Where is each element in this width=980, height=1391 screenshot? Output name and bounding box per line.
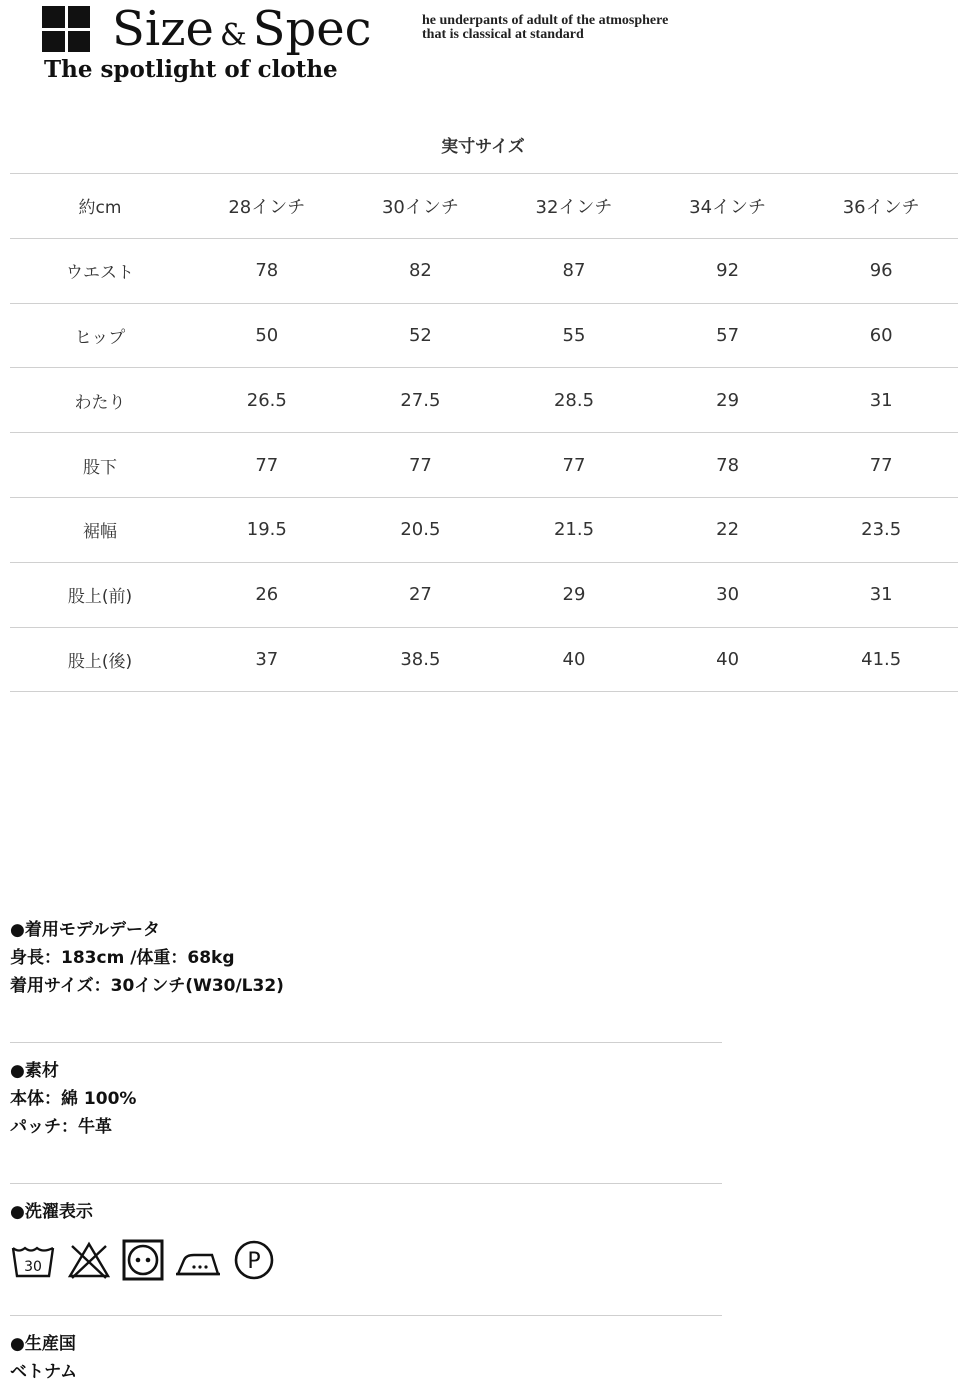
size-table-header-row: [10, 174, 958, 239]
row-label-thigh: わたり: [10, 368, 190, 433]
size-column-34: 34インチ: [651, 174, 805, 239]
table-cell: 82: [344, 238, 498, 303]
care-section: [10, 1198, 722, 1226]
table-row: [10, 303, 958, 368]
row-label-back-rise: 股上(後): [10, 627, 190, 692]
table-cell: 52: [344, 303, 498, 368]
table-cell: 19.5: [190, 497, 344, 562]
brand-subtext-line2: that is classical at standard: [422, 27, 584, 42]
material-patch: パッチ：牛革: [10, 1117, 112, 1137]
table-cell: 77: [497, 433, 651, 498]
table-cell: 87: [497, 238, 651, 303]
table-cell: 41.5: [804, 627, 958, 692]
table-cell: 21.5: [497, 497, 651, 562]
table-row: [10, 627, 958, 692]
table-row: [10, 562, 958, 627]
model-data-heading: ●着用モデルデータ: [10, 920, 160, 940]
table-row: [10, 497, 958, 562]
table-row: [10, 368, 958, 433]
table-cell: 40: [497, 627, 651, 692]
row-label-hip: ヒップ: [10, 303, 190, 368]
table-cell: 92: [651, 238, 805, 303]
size-column-32: 32インチ: [497, 174, 651, 239]
table-cell: 78: [651, 433, 805, 498]
row-label-front-rise: 股上(前): [10, 562, 190, 627]
table-cell: 29: [651, 368, 805, 433]
material-body: 本体：綿 100%: [10, 1089, 137, 1109]
table-cell: 31: [804, 368, 958, 433]
material-heading: ●素材: [10, 1061, 59, 1081]
table-cell: 57: [651, 303, 805, 368]
brand-subtext: [422, 14, 668, 42]
model-wearing-size: 着用サイズ：30インチ(W30/L32): [10, 976, 284, 996]
table-cell: 78: [190, 238, 344, 303]
origin-section: [10, 1330, 722, 1386]
section-divider: [10, 1183, 722, 1184]
table-cell: 20.5: [344, 497, 498, 562]
size-table: [10, 173, 958, 692]
section-divider: [10, 1042, 722, 1043]
model-data-section: [10, 916, 722, 1000]
table-row: [10, 238, 958, 303]
brand-subtext-line1: he underpants of adult of the atmosphere: [422, 13, 669, 28]
table-cell: 26: [190, 562, 344, 627]
table-cell: 40: [651, 627, 805, 692]
material-section: [10, 1057, 722, 1141]
table-cell: 77: [344, 433, 498, 498]
table-cell: 26.5: [190, 368, 344, 433]
brand-title-size: Size: [112, 1, 214, 57]
row-label-waist: ウエスト: [10, 238, 190, 303]
table-row: [10, 433, 958, 498]
origin-heading: ●生産国: [10, 1334, 76, 1354]
table-cell: 77: [804, 433, 958, 498]
brand-tagline: The spotlight of clothe: [44, 56, 338, 83]
row-label-hem-width: 裾幅: [10, 497, 190, 562]
wash-30-icon: [10, 1240, 56, 1280]
table-cell: 22: [651, 497, 805, 562]
dry-clean-p-icon: [232, 1239, 276, 1281]
model-height-weight: 身長：183cm /体重：68kg: [10, 948, 235, 968]
table-cell: 28.5: [497, 368, 651, 433]
size-column-36: 36インチ: [804, 174, 958, 239]
iron-low-icon: [174, 1240, 222, 1280]
size-table-corner-label: 約cm: [10, 174, 190, 239]
table-cell: 50: [190, 303, 344, 368]
table-cell: 77: [190, 433, 344, 498]
no-bleach-icon: [66, 1240, 112, 1280]
section-divider: [10, 1315, 722, 1316]
table-cell: 31: [804, 562, 958, 627]
origin-value: ベトナム: [10, 1362, 78, 1382]
size-column-28: 28インチ: [190, 174, 344, 239]
wash-temp-label: 30: [24, 1259, 42, 1275]
brand-title-spec: Spec: [252, 1, 372, 57]
table-cell: 96: [804, 238, 958, 303]
tumble-dry-icon: [122, 1239, 164, 1281]
table-cell: 29: [497, 562, 651, 627]
care-icons: [10, 1237, 276, 1283]
table-cell: 38.5: [344, 627, 498, 692]
row-label-inseam: 股下: [10, 433, 190, 498]
dry-clean-letter: P: [247, 1249, 261, 1274]
table-cell: 30: [651, 562, 805, 627]
table-cell: 55: [497, 303, 651, 368]
table-cell: 27: [344, 562, 498, 627]
care-heading: ●洗濯表示: [10, 1202, 93, 1222]
table-cell: 27.5: [344, 368, 498, 433]
page-header: [0, 0, 980, 110]
table-cell: 37: [190, 627, 344, 692]
table-cell: 23.5: [804, 497, 958, 562]
brand-logo-icon: [42, 6, 90, 52]
size-column-30: 30インチ: [344, 174, 498, 239]
size-table-title: 実寸サイズ: [441, 137, 525, 157]
brand-title-amp: &: [219, 18, 247, 53]
table-cell: 60: [804, 303, 958, 368]
